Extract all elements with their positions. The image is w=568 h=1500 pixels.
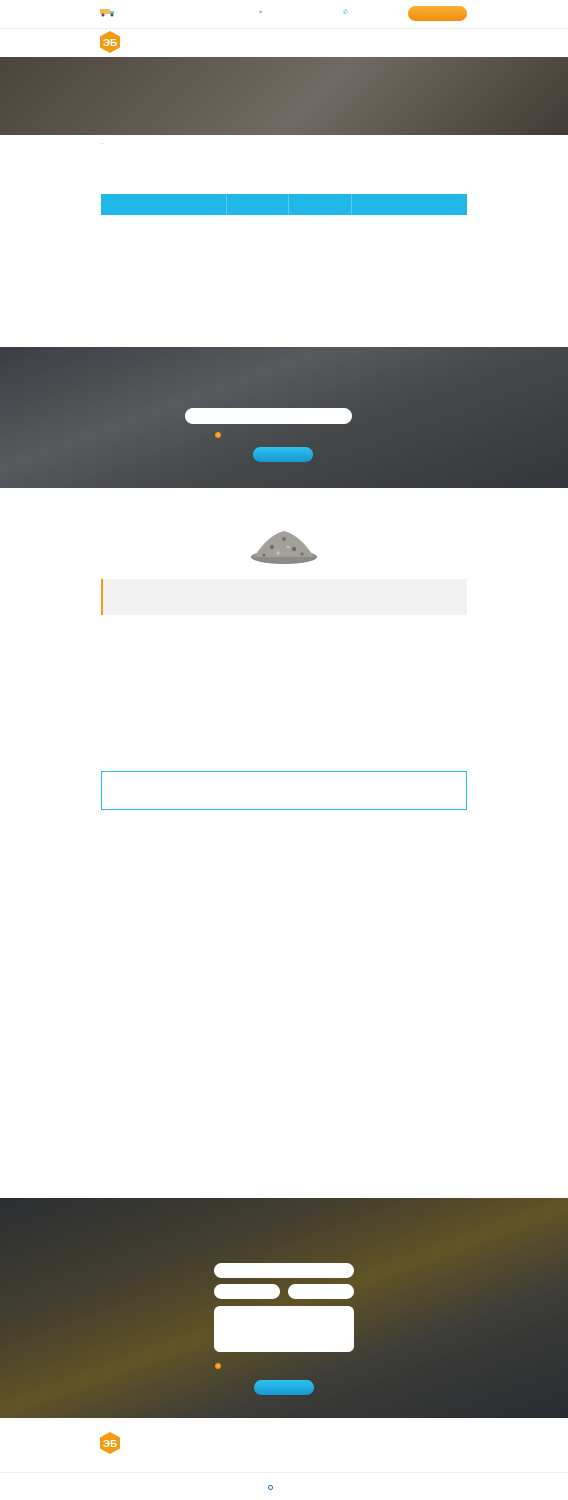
developer-badge[interactable] xyxy=(268,1485,276,1490)
col-from-100 xyxy=(288,194,351,215)
consult-submit-button[interactable] xyxy=(253,447,313,462)
truck-icon xyxy=(100,8,116,17)
order-submit-button[interactable] xyxy=(254,1380,314,1395)
col-from-1 xyxy=(226,194,288,215)
prices-table xyxy=(101,194,467,215)
phone-icon: ✆ xyxy=(343,10,349,16)
order-section xyxy=(0,1198,568,1418)
top-bar xyxy=(0,0,568,28)
developer-icon xyxy=(268,1485,273,1490)
footer-logo-hexagon-icon xyxy=(100,1432,120,1454)
order-phone-input[interactable] xyxy=(288,1284,354,1299)
order-comment-textarea[interactable] xyxy=(214,1306,354,1352)
callback-button[interactable] xyxy=(408,6,467,21)
assortment-text xyxy=(101,645,471,648)
logo[interactable] xyxy=(100,31,210,55)
logo-hexagon-icon xyxy=(100,31,120,53)
order-agree-checkbox[interactable]: ✓ xyxy=(216,1363,220,1368)
delivery-intro xyxy=(101,579,467,615)
footer-logo[interactable] xyxy=(100,1432,210,1456)
consult-form-section xyxy=(0,347,568,488)
svg-text:ЭБ: ЭБ xyxy=(102,38,118,49)
order-name-input[interactable] xyxy=(214,1284,280,1299)
breadcrumb: — xyxy=(100,141,104,145)
order-address-input[interactable] xyxy=(214,1263,354,1278)
hero-banner xyxy=(0,57,568,135)
consult-phone-input[interactable] xyxy=(259,408,352,424)
col-order xyxy=(351,194,467,215)
header xyxy=(0,28,568,57)
svg-text:ЭБ: ЭБ xyxy=(102,1439,118,1450)
footer-copyright xyxy=(0,1472,568,1478)
col-name xyxy=(101,194,226,215)
location-icon: ⌖ xyxy=(259,10,263,16)
prices-table-wrap xyxy=(101,194,467,215)
consult-agree-checkbox[interactable]: ✓ xyxy=(216,432,220,437)
concrete-pile-image xyxy=(250,527,318,565)
footer xyxy=(0,1420,568,1500)
cost-box xyxy=(101,771,467,810)
